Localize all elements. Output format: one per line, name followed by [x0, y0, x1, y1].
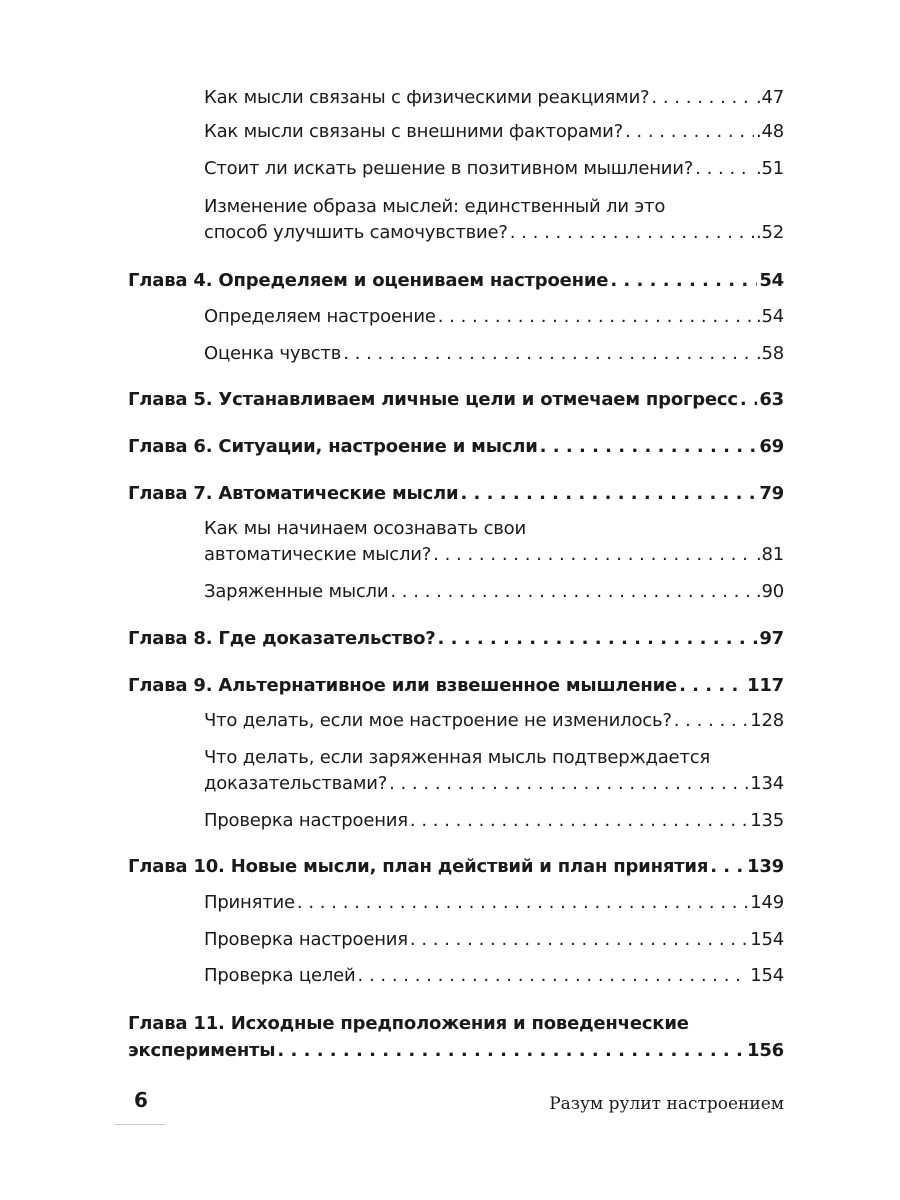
toc-entry-title: способ улучшить самочувствие? — [204, 222, 508, 243]
toc-chapter — [128, 479, 784, 509]
toc-entry-title: Что делать, если мое настроение не изменилось? — [204, 710, 672, 731]
toc-entry-page: 134 — [750, 773, 784, 794]
toc-entry-page: 149 — [750, 892, 784, 913]
toc-entry — [204, 540, 784, 570]
toc-entry — [204, 706, 784, 736]
toc-entry-title-line1: Как мы начинаем осознавать свои — [204, 518, 526, 539]
toc-chapter-page: 79 — [759, 483, 784, 504]
toc-entry-page: 154 — [750, 929, 784, 950]
dot-leader — [297, 888, 748, 918]
toc-chapter — [128, 852, 784, 882]
toc-chapter-page: 117 — [747, 675, 784, 696]
dot-leader — [460, 479, 757, 509]
toc-entry-title: доказательствами? — [204, 773, 388, 794]
running-footer-title: Разум рулит настроением — [549, 1094, 784, 1114]
toc-entry-title: Как мысли связаны с внешними факторами? — [204, 121, 623, 142]
toc-chapter-page: 139 — [747, 856, 784, 877]
toc-entry-title: Определяем настроение — [204, 306, 436, 327]
toc-entry-page: .52 — [755, 222, 784, 243]
dot-leader — [438, 302, 754, 332]
dot-leader — [438, 624, 758, 654]
toc-chapter-page: 97 — [759, 628, 784, 649]
toc-chapter-page: 63 — [759, 389, 784, 410]
toc-entry-title-line1: Изменение образа мыслей: единственный ли это — [204, 196, 666, 217]
toc-chapter — [128, 671, 784, 701]
toc-entry-title: Проверка настроения — [204, 929, 408, 950]
toc-chapter-title: Глава 8. Где доказательство? — [128, 628, 436, 649]
toc-chapter-page: 54 — [759, 270, 784, 291]
toc-chapter-title-line1: Глава 11. Исходные предположения и поведенческие — [128, 1013, 689, 1034]
toc-entry-page: .81 — [755, 544, 784, 565]
toc-chapter-page: 156 — [747, 1040, 784, 1061]
dot-leader — [358, 961, 749, 991]
toc-entry-page: 135 — [750, 810, 784, 831]
toc-entry — [204, 218, 784, 248]
toc-entry-title: Оценка чувств — [204, 343, 342, 364]
toc-entry — [204, 806, 784, 836]
dot-leader — [433, 540, 754, 570]
dot-leader — [343, 339, 754, 369]
toc-chapter — [128, 624, 784, 654]
toc-chapter-title: эксперименты — [128, 1040, 276, 1061]
toc-entry — [204, 888, 784, 918]
toc-entry-page: .51 — [755, 158, 784, 179]
toc-entry-page: .47 — [755, 87, 784, 108]
toc-entry-title: Как мысли связаны с физическими реакциями? — [204, 87, 650, 108]
toc-entry — [204, 302, 784, 332]
toc-chapter-title: Глава 6. Ситуации, настроение и мысли — [128, 436, 538, 457]
dot-leader — [651, 83, 754, 113]
toc-entry-page: 154 — [750, 965, 784, 986]
dot-leader — [277, 1036, 745, 1066]
toc-entry — [204, 154, 784, 184]
toc-chapter — [128, 1036, 784, 1066]
toc-entry — [204, 769, 784, 799]
toc-chapter-title: Глава 10. Новые мысли, план действий и план принятия — [128, 856, 709, 877]
footer-divider — [114, 1124, 166, 1125]
toc-entry-page: 128 — [750, 710, 784, 731]
toc-chapter — [128, 266, 784, 296]
dot-leader — [679, 671, 745, 701]
toc-entry — [204, 117, 784, 147]
dot-leader — [710, 852, 745, 882]
page-number: 6 — [134, 1088, 148, 1112]
toc-chapter — [128, 385, 784, 415]
dot-leader — [740, 385, 758, 415]
toc-entry — [204, 577, 784, 607]
toc-chapter-title: Глава 9. Альтернативное или взвешенное мышление — [128, 675, 678, 696]
toc-entry-page: .58 — [755, 343, 784, 364]
toc-entry-title: Стоит ли искать решение в позитивном мышлении? — [204, 158, 694, 179]
toc-chapter — [128, 432, 784, 462]
dot-leader — [510, 218, 754, 248]
toc-entry-title: Принятие — [204, 892, 295, 913]
dot-leader — [540, 432, 758, 462]
toc-entry-title: автоматические мысли? — [204, 544, 432, 565]
toc-entry — [204, 961, 784, 991]
toc-entry-title: Заряженные мысли — [204, 581, 389, 602]
toc-entry — [204, 925, 784, 955]
toc-chapter-page: 69 — [759, 436, 784, 457]
toc-entry-title-line1: Что делать, если заряженная мысль подтверждается — [204, 747, 711, 768]
toc-entry-title: Проверка настроения — [204, 810, 408, 831]
dot-leader — [389, 769, 748, 799]
toc-chapter-title: Глава 7. Автоматические мысли — [128, 483, 459, 504]
toc-chapter-title: Глава 5. Устанавливаем личные цели и отмечаем прогресс — [128, 389, 738, 410]
toc-chapter-title: Глава 4. Определяем и оцениваем настроение — [128, 270, 609, 291]
dot-leader — [410, 925, 748, 955]
dot-leader — [390, 577, 754, 607]
toc-entry-page: .48 — [755, 121, 784, 142]
toc-entry — [204, 83, 784, 113]
dot-leader — [625, 117, 754, 147]
dot-leader — [695, 154, 754, 184]
toc-entry-page: .54 — [755, 306, 784, 327]
toc-entry-title: Проверка целей — [204, 965, 356, 986]
dot-leader — [410, 806, 748, 836]
dot-leader — [674, 706, 749, 736]
dot-leader — [610, 266, 757, 296]
toc-entry-page: .90 — [755, 581, 784, 602]
toc-entry — [204, 339, 784, 369]
